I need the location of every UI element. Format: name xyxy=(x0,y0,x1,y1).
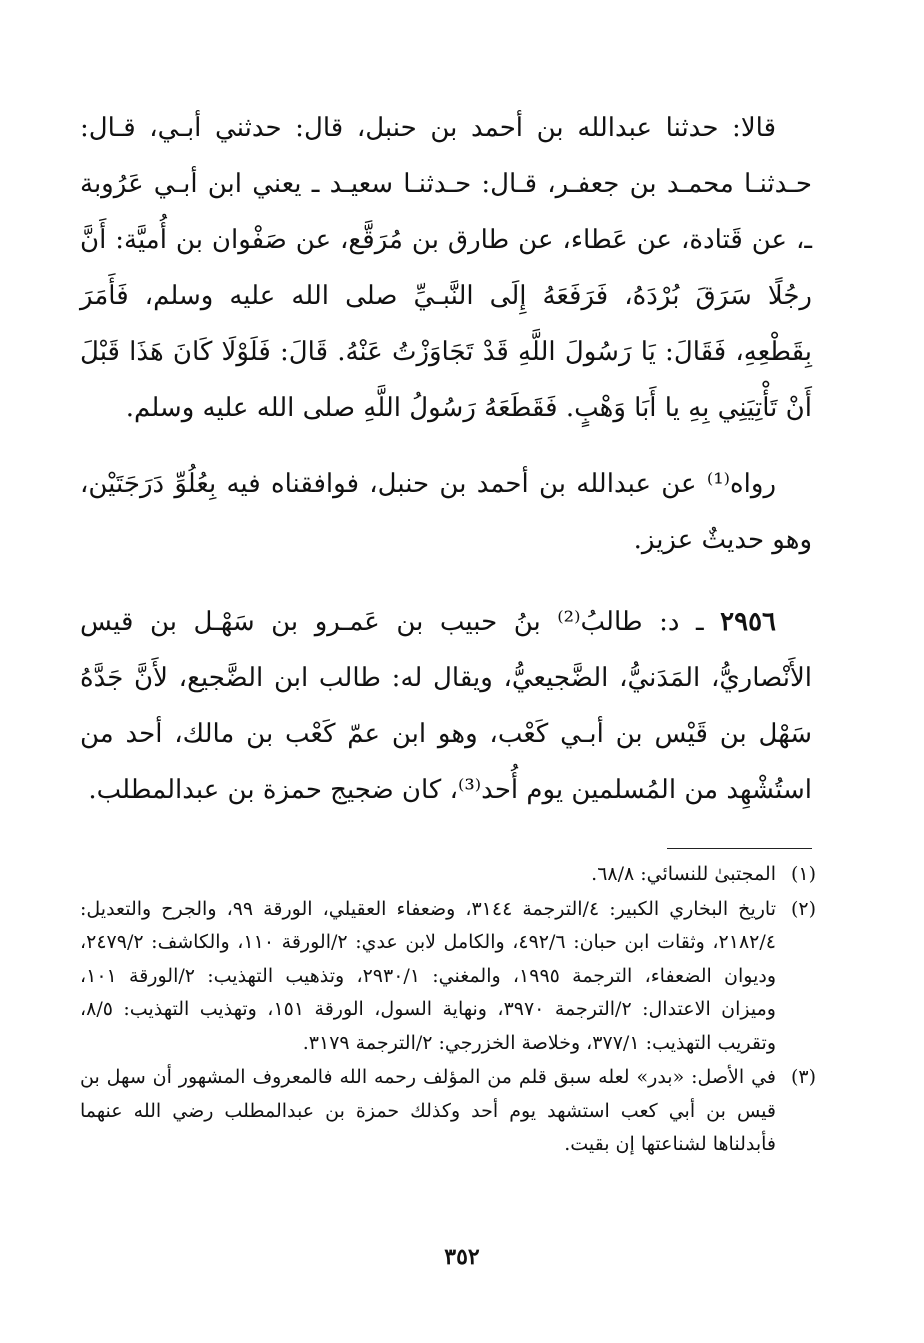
entry-number: ٢٩٥٦ xyxy=(720,607,777,637)
biography-entry xyxy=(80,594,812,818)
footnote-text: في الأصل: «بدر» لعله سبق قلم من المؤلف رحمه الله فالمعروف المشهور أن سهل بن قيس بن أبي كعب استشهد يوم أحد وكذلك حمزة بن عبدالمطلب رضي الله عنهما فأبدلناها لشناعتها إن بقيت. xyxy=(80,1066,776,1155)
footnotes xyxy=(80,858,816,1162)
footnote-2 xyxy=(80,893,816,1061)
main-text xyxy=(80,100,812,818)
footnote-3 xyxy=(80,1061,816,1162)
footnote-1 xyxy=(80,858,816,892)
hadith-paragraph: قالا: حدثنا عبدالله بن أحمد بن حنبل، قال: حدثني أبـي، قـال: حـدثنـا محمـد بن جعفـر، قـال: حـدثنـا سعيـد ـ يعني ابن أبـي عَرُوبة ـ، عن قَتادة، عن عَطاء، عن طارق بن مُرَقَّع، عن صَفْوان بن أُميَّة: أَنَّ رجُلًا سَرَقَ بُرْدَهُ، فَرَفَعَهُ إِلَى النَّبـيِّ صلى الله عليه وسلم، فَأَمَرَ بِقَطْعِهِ، فَقَالَ: يَا رَسُولَ اللَّهِ قَدْ تَجَاوَزْتُ عَنْهُ. قَالَ: فَلَوْلَا كَانَ هَذَا قَبْلَ أَنْ تَأْتِيَنِي بِهِ يا أَبَا وَهْبٍ. فَقَطَعَهُ رَسُولُ اللَّهِ صلى الله عليه وسلم. xyxy=(80,113,812,423)
footnote-number: (٣) xyxy=(790,1066,816,1088)
footnote-text: المجتبىٰ للنسائي: ٦٨/٨. xyxy=(591,863,776,885)
footnote-number: (١) xyxy=(790,863,816,885)
entry-text: ـ د: طالبُ⁽²⁾ بنُ حبيب بن عَمـرو بن سَهْـل بن قيس الأَنْصاريُّ، المَدَنيُّ، الضَّجيعيُّ، ويقال له: طالب ابن الضَّجيع، لأَنَّ جَدَّهُ سَهْل بن قَيْس بن أبـي كَعْب، وهو ابن عمّ كَعْب بن مالك، أحد من استُشْهِد من المُسلمين يوم أُحد⁽³⁾، كان ضجيج حمزة بن عبدالمطلب. xyxy=(80,607,812,805)
narration-paragraph: رواه⁽¹⁾ عن عبدالله بن أحمد بن حنبل، فوافقناه فيه بِعُلُوِّ دَرَجَتَيْن، وهو حديثٌ عزيز. xyxy=(80,469,812,555)
footnote-text: تاريخ البخاري الكبير: ٤/الترجمة ٣١٤٤، وضعفاء العقيلي، الورقة ٩٩، والجرح والتعديل: ٢١٨٢/٤، وثقات ابن حبان: ٤٩٢/٦، والكامل لابن عدي: ٢/الورقة ١١٠، والكاشف: ٢٤٧٩/٢، وديوان الضعفاء، الترجمة ١٩٩٥، والمغني: ٢٩٣٠/١، وتذهيب التهذيب: ٢/الورقة ١٠١، وميزان الاعتدال: ٢/الترجمة ٣٩٧٠، ونهاية السول، الورقة ١٥١، وتهذيب التهذيب: ٨/٥، وتقريب التهذيب: ٣٧٧/١، وخلاصة الخزرجي: ٢/الترجمة ٣١٧٩. xyxy=(80,897,776,1054)
footnote-number: (٢) xyxy=(790,897,816,920)
footnote-divider xyxy=(667,848,812,849)
page-number: ٣٥٢ xyxy=(444,1244,480,1270)
